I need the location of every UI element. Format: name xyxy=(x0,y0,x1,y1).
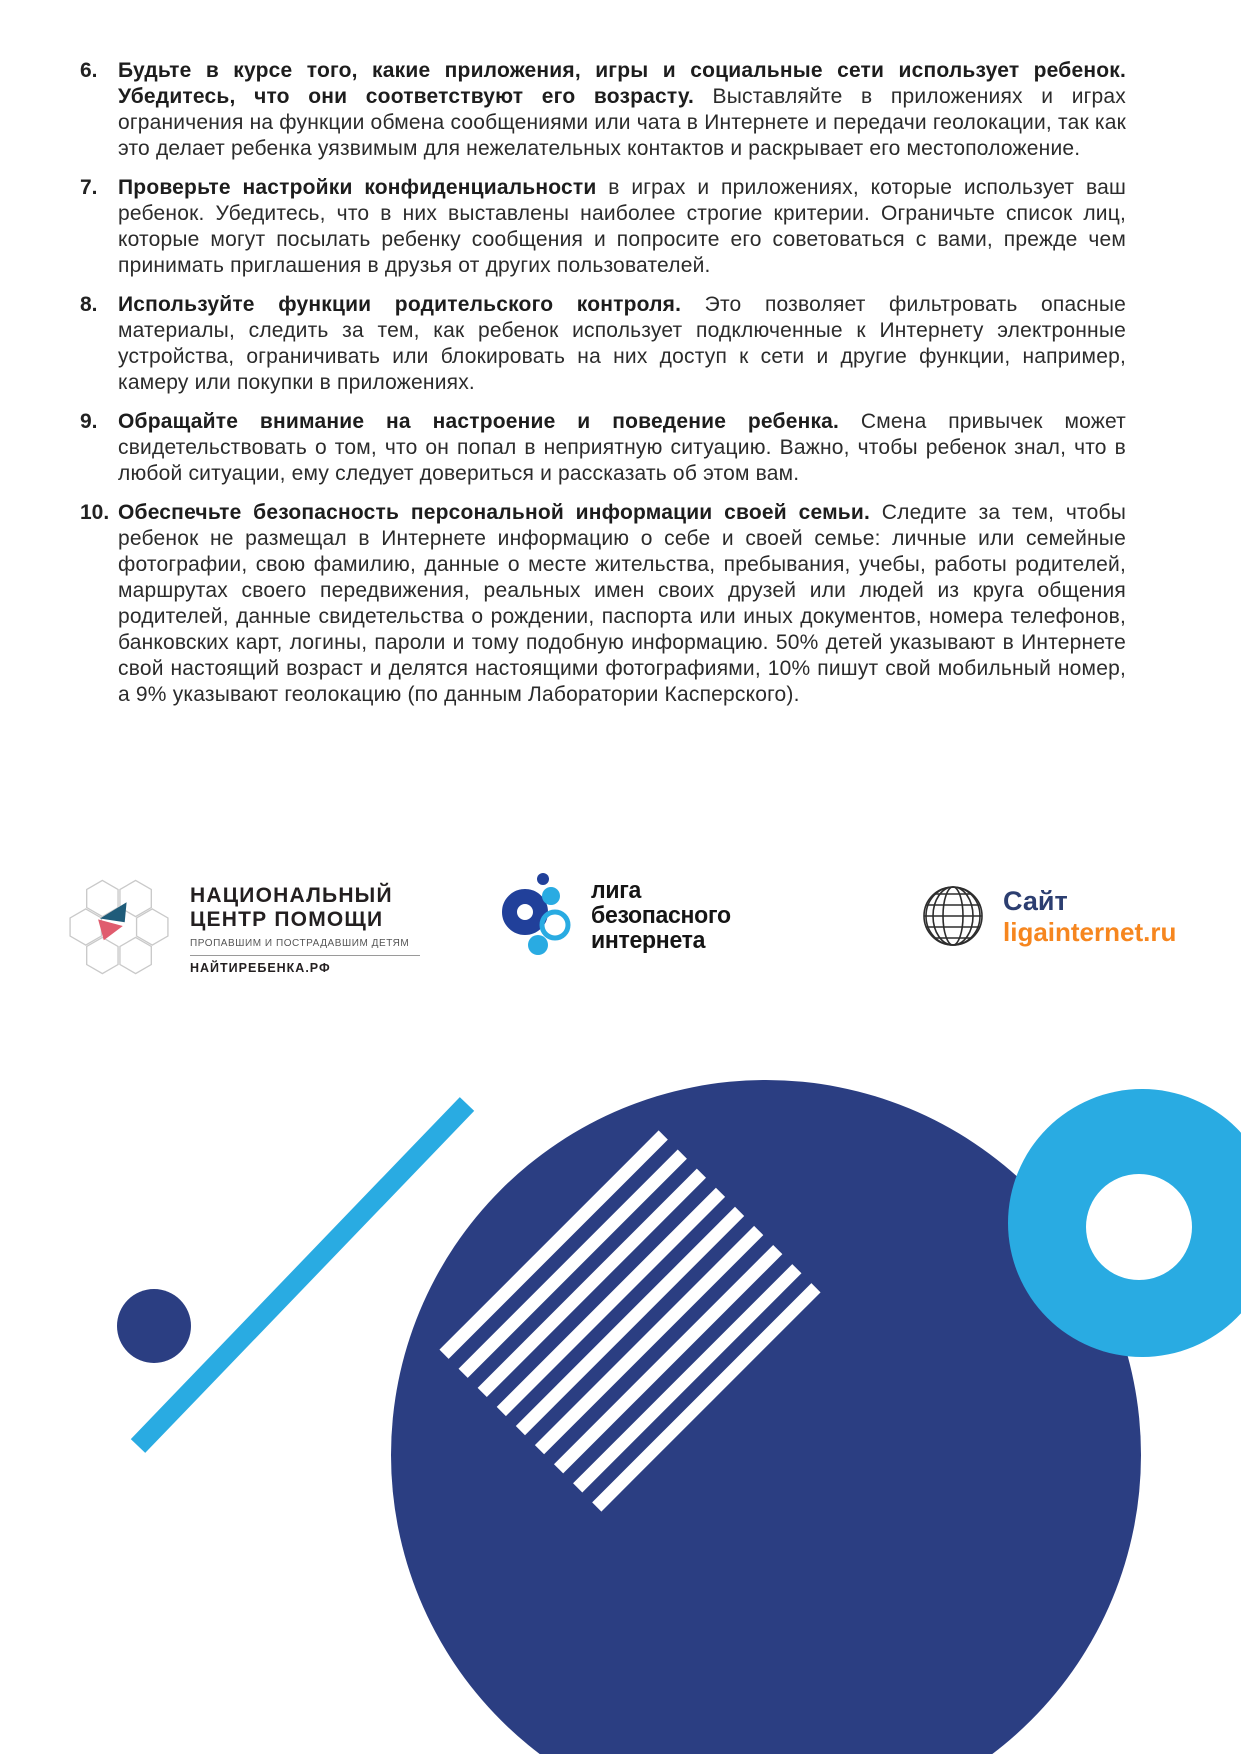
item-rest-text: в играх и приложениях, которые использует ваш ребенок. Убедитесь, что в них выставлены наиболее строгие критерии. Ограничьте список лиц, которые могут посылать ребенку сообщения и попросите его советоваться с вами, прежде чем принимать приглашения в друзья от других пользователей. xyxy=(118,176,1126,277)
item-number: 6. xyxy=(80,59,98,82)
site-label: Сайт xyxy=(1003,886,1068,916)
national-center-title-line1: НАЦИОНАЛЬНЫЙ xyxy=(190,884,393,907)
item-rest-text: Выставляйте в приложениях и играх ограничения на функции обмена сообщениями или чата в Интернете и передачи геолокации, так как это делает ребенка уязвимым для нежелательных контактов и раскрывает его местоположение. xyxy=(118,85,1126,160)
national-center-site: НАЙТИРЕБЕНКА.РФ xyxy=(190,961,331,975)
item-text xyxy=(118,58,1126,162)
liga-line3: интернета xyxy=(591,927,706,954)
list-item xyxy=(80,409,1126,487)
item-text xyxy=(118,409,1126,487)
decor-small-navy-circle xyxy=(117,1289,191,1363)
liga-circles-icon xyxy=(493,870,573,970)
liga-text xyxy=(591,870,731,970)
item-lead-text: Обращайте внимание на настроение и поведение ребенка. xyxy=(118,410,840,433)
liga-logo xyxy=(493,870,737,970)
website-text xyxy=(1003,884,1176,953)
national-center-subtitle: ПРОПАВШИМ И ПОСТРАДАВШИМ ДЕТЯМ xyxy=(190,938,410,949)
liga-line1: лига xyxy=(591,877,642,904)
item-text xyxy=(118,175,1126,279)
list-item xyxy=(80,58,1126,162)
hexagon-flower-icon xyxy=(62,876,176,983)
item-number: 7. xyxy=(80,176,98,199)
national-center-logo xyxy=(62,876,420,983)
item-number: 10. xyxy=(80,501,110,524)
national-center-title-line2: ЦЕНТР ПОМОЩИ xyxy=(190,908,384,931)
list-item xyxy=(80,292,1126,396)
national-center-text xyxy=(190,876,420,983)
item-rest-text: Следите за тем, чтобы ребенок не размещал в Интернете информацию о себе и своей семье: личные или семейные фотографии, свою фамилию, данные о месте жительства, пребывания, учебы, работы родителей, маршрутах своего передвижения, реальных имен своих друзей или людей из круга общения родителей, данные свидетельства о рождении, паспорта или иных документов, номера телефонов, банковских карт, логины, пароли и тому подобную информацию. 50% детей указывают в Интернете свой настоящий возраст и делятся настоящими фотографиями, 10% пишут свой мобильный номер, а 9% указывают геолокацию (по данным Лаборатории Касперского). xyxy=(118,501,1126,706)
item-rest-text: Смена привычек может свидетельствовать о том, что он попал в неприятную ситуацию. Важно, чтобы ребенок знал, что в любой ситуации, ему следует довериться и рассказать об этом вам. xyxy=(118,410,1126,485)
website-block xyxy=(921,884,1176,953)
item-number: 9. xyxy=(80,410,98,433)
list-item xyxy=(80,175,1126,279)
teal-triangle xyxy=(100,902,127,922)
liga-line2: безопасного xyxy=(591,902,731,929)
decor-cyan-donut-hole xyxy=(1086,1174,1192,1280)
item-rest-text: Это позволяет фильтровать опасные материалы, следить за тем, как ребенок использует подключенные к Интернету электронные устройства, ограничивать или блокировать на них доступ к сети и другие функции, например, камеру или покупки в приложениях. xyxy=(118,293,1127,394)
list-item xyxy=(80,500,1126,708)
site-url: ligainternet.ru xyxy=(1003,917,1177,947)
item-lead-text: Обеспечьте безопасность персональной информации своей семьи. xyxy=(118,501,871,524)
item-lead-text: Используйте функции родительского контроля. xyxy=(118,293,682,316)
divider xyxy=(190,955,420,956)
item-lead-text: Проверьте настройки конфиденциальности xyxy=(118,176,597,199)
item-text xyxy=(118,500,1126,708)
item-lead-text: Будьте в курсе того, какие приложения, игры и социальные сети использует ребенок. Убедитесь, что они соответствуют его возрасту. xyxy=(118,59,1126,108)
tips-list xyxy=(80,58,1126,721)
item-text xyxy=(118,292,1126,396)
globe-icon xyxy=(921,884,985,953)
item-number: 8. xyxy=(80,293,98,316)
